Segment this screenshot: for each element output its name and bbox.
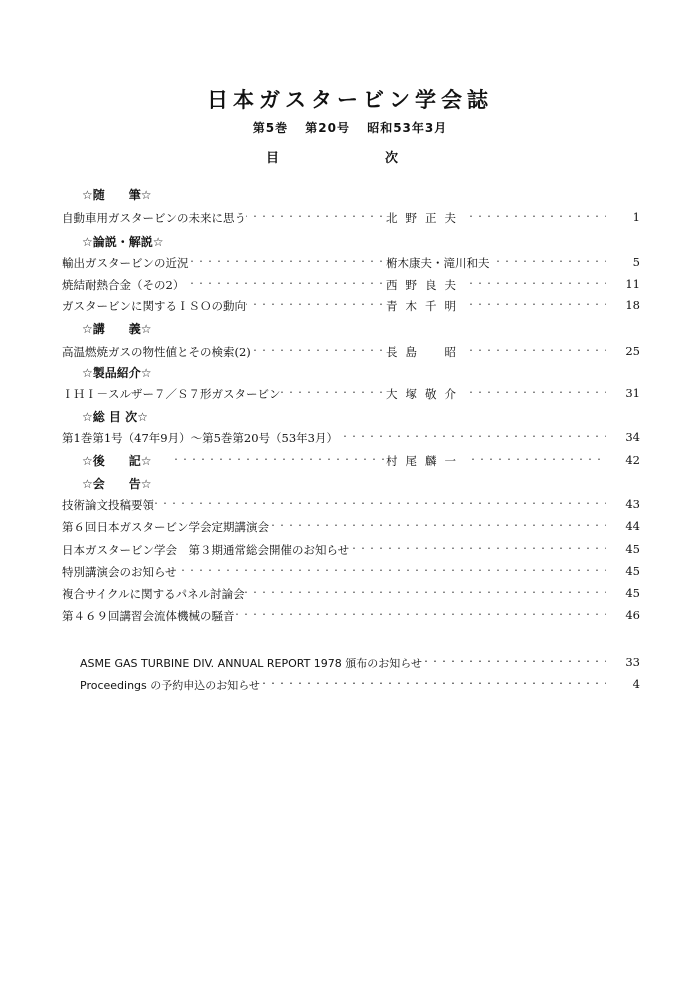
toc-author: 北野正夫	[386, 211, 464, 225]
toc-title: 自動車用ガスタービンの未来に思う	[62, 211, 246, 225]
toc-title: 焼結耐熱合金（その2）	[62, 278, 185, 292]
section-postscript: ☆後 記☆	[82, 454, 152, 468]
toc-row[interactable]	[62, 564, 640, 582]
section-notices: ☆会 告☆	[82, 477, 152, 491]
toc-title: 複合サイクルに関するパネル討論会	[62, 587, 245, 601]
toc-row[interactable]	[62, 542, 640, 560]
volume: 第5巻	[252, 121, 289, 135]
section-commentary: ☆論説・解説☆	[82, 235, 164, 249]
toc-row[interactable]	[62, 497, 640, 515]
toc-row[interactable]	[62, 298, 640, 316]
toc-page: 1	[610, 210, 640, 224]
toc-title: 第1巻第1号（47年9月）～第5巻第20号（53年3月）	[62, 431, 338, 445]
toc-author: 西野良夫	[386, 278, 464, 292]
toc-page: 45	[610, 564, 640, 578]
section-index: ☆総 目 次☆	[82, 410, 148, 424]
toc-row[interactable]	[62, 344, 640, 362]
toc-page: 45	[610, 586, 640, 600]
toc-title: 日本ガスタービン学会 第３期通常総会開催のお知らせ	[62, 543, 350, 557]
section-product: ☆製品紹介☆	[82, 366, 152, 380]
toc-title: ガスタービンに関するＩＳＯの動向	[62, 299, 246, 313]
toc-row[interactable]	[62, 608, 640, 626]
toc-page: 44	[610, 519, 640, 533]
notice-page: 33	[610, 655, 640, 669]
toc-row[interactable]	[62, 586, 640, 604]
notice-row[interactable]	[80, 677, 640, 695]
toc-author: 椨木康夫・滝川和夫	[386, 256, 490, 270]
toc-row[interactable]	[62, 386, 640, 404]
toc-title: ＩＨＩ－スルザー７／Ｓ７形ガスタービン	[62, 387, 281, 401]
notice-title: ASME GAS TURBINE DIV. ANNUAL REPORT 1978 頒布のお知らせ	[80, 657, 422, 670]
section-essay: ☆随 筆☆	[82, 188, 152, 202]
toc-author: 村尾麟一	[386, 454, 464, 468]
toc-author: 大塚敬介	[386, 387, 464, 401]
toc-title: 技術論文投稿要領	[62, 498, 154, 512]
issue-date: 昭和53年3月	[367, 121, 448, 135]
toc-page: 34	[610, 430, 640, 444]
notice-row[interactable]	[80, 655, 640, 673]
notice-title: Proceedings の予約申込のお知らせ	[80, 679, 260, 692]
toc-page: 43	[610, 497, 640, 511]
number: 第20号	[305, 121, 350, 135]
contents-heading-right: 次	[385, 151, 399, 166]
toc-row[interactable]	[62, 430, 640, 448]
toc-row[interactable]	[62, 519, 640, 537]
toc-title: 輸出ガスタービンの近況	[62, 256, 189, 270]
toc-title: 高温燃焼ガスの物性値とその検索(2)	[62, 345, 251, 359]
toc-author: 青木千明	[386, 299, 464, 313]
toc-row[interactable]	[62, 210, 640, 228]
toc-page: 18	[610, 298, 640, 312]
notice-page: 4	[610, 677, 640, 691]
contents-heading-left: 目	[266, 151, 280, 166]
toc-page: 5	[610, 255, 640, 269]
section-lecture: ☆講 義☆	[82, 322, 152, 336]
toc-author: 長島 昭	[386, 345, 464, 359]
toc-page: 42	[610, 453, 640, 467]
toc-page: 25	[610, 344, 640, 358]
toc-page: 45	[610, 542, 640, 556]
toc-row-postscript[interactable]	[62, 453, 640, 471]
toc-title: 第６回日本ガスタービン学会定期講演会	[62, 520, 269, 534]
toc-page: 46	[610, 608, 640, 622]
toc-title: 第４６９回講習会流体機械の騒音	[62, 609, 235, 623]
toc-row[interactable]	[62, 255, 640, 273]
journal-title: 日本ガスタービン学会誌	[207, 87, 493, 112]
toc-page: 11	[610, 277, 640, 291]
issue-info	[0, 119, 700, 136]
toc-row[interactable]	[62, 277, 640, 295]
toc-page: 31	[610, 386, 640, 400]
toc-title: 特別講演会のお知らせ	[62, 565, 177, 579]
